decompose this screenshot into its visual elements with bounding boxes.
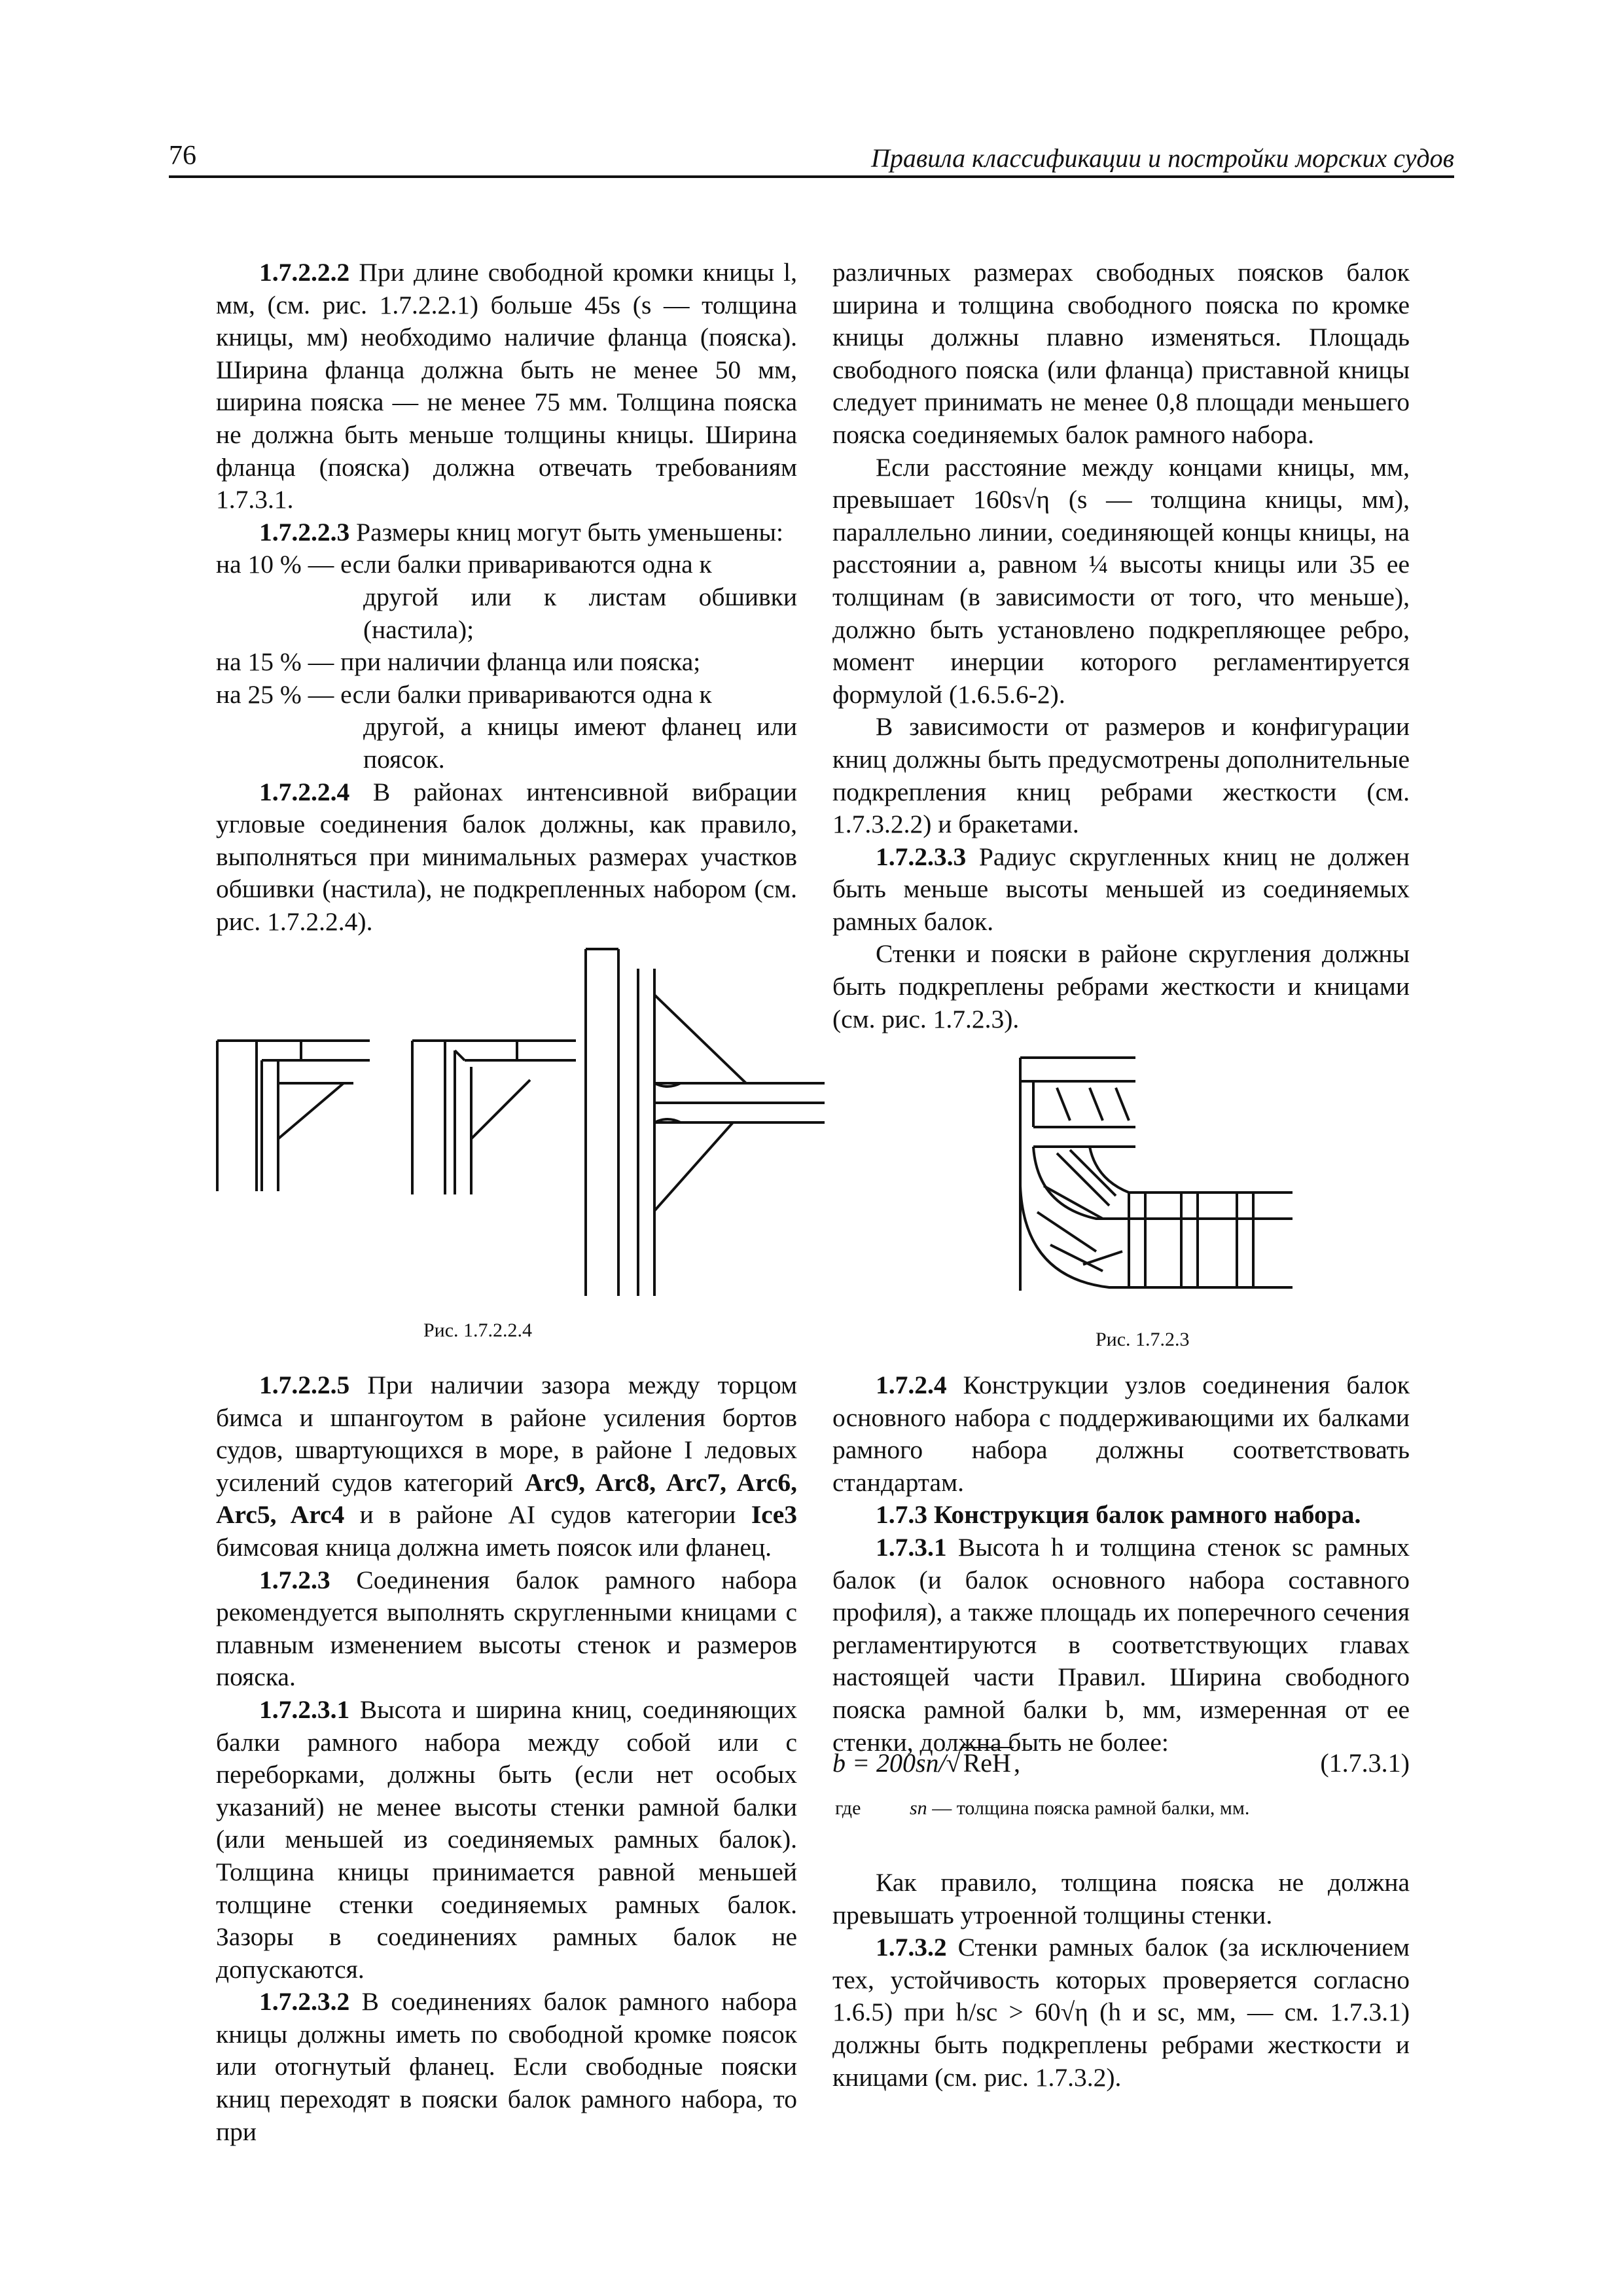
formula-number: (1.7.3.1): [1320, 1748, 1410, 1778]
paragraph-1-7-2-2-2: [216, 257, 797, 516]
right-column-middle: [832, 1369, 1410, 1759]
formula-tail: ,: [1013, 1748, 1020, 1778]
formula-1-7-3-1: [832, 1748, 1020, 1778]
ice-category: Ice3: [751, 1500, 797, 1530]
figure-caption-1-7-2-3: Рис. 1.7.2.3: [1096, 1329, 1190, 1350]
paragraph-text: Радиус скругленных книц не должен быть меньше высоты меньшей из соединяемых рамных балок.: [832, 842, 1410, 936]
paragraph-bracket-distance: Если расстояние между концами кницы, мм, превышает 160s√η (s — толщина кницы, мм), параллельно линии, соединяющей концы кницы, на расстоянии a, равном ¼ высоты кницы или 35 ее толщинам (в зависимости от того, что меньше), должно быть установлено подкрепляющее ребро, момент инерции которого регламентируется формулой (1.6.5.6-2).: [832, 452, 1410, 709]
paragraph-text: При наличии зазора между торцом бимса и шпангоутом в районе усиления бортов судов, швартующихся в море, в районе I ледовых усилений судов категорий: [216, 1371, 797, 1497]
paragraph-1-7-2-3: [216, 1564, 797, 1694]
paragraph-text: При длине свободной кромки кницы l, мм, (см. рис. 1.7.2.2.1) больше 45s (s — толщина кницы, мм) необходимо наличие фланца (пояска). Ширина фланца должна быть не менее 50 мм, ширина пояска — не менее 75 мм. Толщина пояска не должна быть меньше толщины кницы. Ширина фланца (пояска) должна отвечать требованиям 1.7.3.1.: [216, 258, 798, 514]
reduction-head: на 25 % — если балки привариваются одна к: [216, 679, 712, 709]
clause-number: 1.7.3.2: [876, 1933, 947, 1962]
right-column-top: [832, 257, 1410, 1035]
paragraph-1-7-2-3-1: [216, 1694, 797, 1986]
clause-number: 1.7.3.1: [876, 1532, 947, 1562]
paragraph-1-7-2-3-3: [832, 841, 1410, 939]
paragraph-text: Конструкции узлов соединения балок основного набора с поддерживающими их балками рамного набора должны соответствовать стандартам.: [832, 1371, 1410, 1497]
clause-number: 1.7.2.3: [259, 1565, 330, 1594]
paragraph-text: и в районе AI судов категории: [344, 1500, 751, 1530]
page-number: 76: [169, 141, 196, 171]
where-symbol: sп: [910, 1797, 927, 1819]
paragraph-text: Высота h и толщина стенок sc рамных балок (и балок основного набора составного профиля), а также площадь их поперечного сечения регламентируются в соответствующих главах настоящей части Правил. Ширина свободного пояска рамной балки b, мм, измеренная от ее стенки, должна быть не более:: [832, 1532, 1410, 1757]
paragraph-text: В соединениях балок рамного набора кницы должны иметь по свободной кромке поясок или отогнутый фланец. Если свободные пояски книц переходят в пояски балок рамного набора, то при: [216, 1987, 797, 2146]
reduction-head: на 15 % — при наличии фланца или пояска;: [216, 647, 701, 677]
clause-number: 1.7.2.3.2: [259, 1987, 350, 2017]
clause-number: 1.7.3: [876, 1500, 927, 1530]
reduction-cont: другой или к листам обшивки (настила);: [363, 582, 797, 644]
paragraph-text: Стенки рамных балок (за исключением тех, устойчивость которых проверяется согласно 1.6.5) при h/sc > 60√η (h и sc, мм, — см. 1.7.3.1) должны быть подкреплены ребрами жесткости и кницами (см. рис. 1.7.3.2).: [832, 1933, 1410, 2092]
paragraph-flange-thickness: Как правило, толщина пояска не должна превышать утроенной толщины стенки.: [832, 1868, 1410, 1929]
paragraph-1-7-3-1: [832, 1532, 1410, 1759]
paragraph-text: Высота и ширина книц, соединяющих балки рамного набора между собой или с переборками, должны быть (если нет особых указаний) не менее высоты стенки рамной балки (или меньшей из соединяемых рамных балок). Толщина кницы принимается равной меньшей толщине стенки соединяемых рамных балок. Зазоры в соединениях рамных балок не допускаются.: [216, 1695, 797, 1984]
paragraph-1-7-2-2-5: [216, 1369, 797, 1564]
clause-number: 1.7.2.2.3: [259, 517, 350, 547]
sqrt-symbol: √: [946, 1748, 961, 1778]
paragraph-continuation: различных размерах свободных поясков балок ширина и толщина свободного пояска по кромке кницы должны плавно изменяться. Площадь свободного пояска (или фланца) приставной кницы следует принимать не менее 0,8 площади меньшего пояска соединяемых балок рамного набора.: [832, 258, 1410, 449]
left-column-bottom: [216, 1369, 797, 2148]
running-title: Правила классификации и постройки морских судов: [870, 143, 1454, 173]
paragraph-text: бимсовая кница должна иметь поясок или фланец.: [216, 1532, 772, 1562]
reduction-item-15: [216, 646, 797, 679]
reduction-head: на 10 % — если балки привариваются одна к: [216, 550, 712, 579]
figure-corner-joints: [209, 942, 838, 1309]
where-text: — толщина пояска рамной балки, мм.: [932, 1797, 1250, 1819]
figure-rounded-bracket: [1011, 1055, 1299, 1317]
clause-number: 1.7.2.4: [876, 1371, 947, 1399]
figure-caption-1-7-2-2-4: Рис. 1.7.2.2.4: [423, 1319, 533, 1341]
where-definition: [910, 1797, 1249, 1820]
clause-number: 1.7.2.3.3: [876, 842, 967, 871]
formula-radicand: ReH: [961, 1747, 1014, 1778]
paragraph-1-7-2-4: [832, 1369, 1410, 1499]
reduction-item-10: [216, 548, 797, 646]
paragraph-text: Размеры книц могут быть уменьшены:: [356, 517, 783, 547]
paragraph-1-7-2-2-4: [216, 776, 797, 939]
paragraph-bracket-stiffening: В зависимости от размеров и конфигурации книц должны быть предусмотрены дополнительные подкрепления книц ребрами жесткости (см. 1.7.3.2.2) и бракетами.: [832, 712, 1410, 839]
paragraph-1-7-2-3-2: [216, 1986, 797, 2148]
paragraph-webs-flanges: Стенки и пояски в районе скругления должны быть подкреплены ребрами жесткости и кницами (см. рис. 1.7.2.3).: [832, 939, 1410, 1033]
reduction-item-25: [216, 679, 797, 776]
paragraph-1-7-3-2: [832, 1931, 1410, 2094]
formula-lhs: b = 200sп/: [832, 1748, 946, 1778]
clause-number: 1.7.2.2.2: [259, 258, 350, 287]
paragraph-text: В районах интенсивной вибрации угловые соединения балок должны, как правило, выполняться при минимальных размерах участков обшивки (настила), не подкрепленных набором (см. рис. 1.7.2.2.4).: [216, 777, 797, 936]
left-column-top: [216, 257, 797, 938]
paragraph-1-7-2-2-3: [216, 516, 797, 549]
reduction-cont: другой, а кницы имеют фланец или поясок.: [363, 712, 797, 774]
section-heading-1-7-3: [832, 1499, 1410, 1532]
header-rule: [169, 175, 1454, 178]
right-column-bottom: [832, 1867, 1410, 2094]
where-word: где: [835, 1797, 861, 1819]
clause-number: 1.7.2.2.4: [259, 777, 350, 806]
clause-number: 1.7.2.3.1: [259, 1695, 350, 1724]
paragraph-text: Соединения балок рамного набора рекомендуется выполнять скругленными кницами с плавным изменением высоты стенок и размеров пояска.: [216, 1565, 797, 1692]
section-title: Конструкция балок рамного набора.: [933, 1500, 1361, 1530]
clause-number: 1.7.2.2.5: [259, 1371, 350, 1399]
ice-categories: Arc9, Arc8, Arc7, Arc6, Arc5, Arc4: [216, 1467, 797, 1530]
